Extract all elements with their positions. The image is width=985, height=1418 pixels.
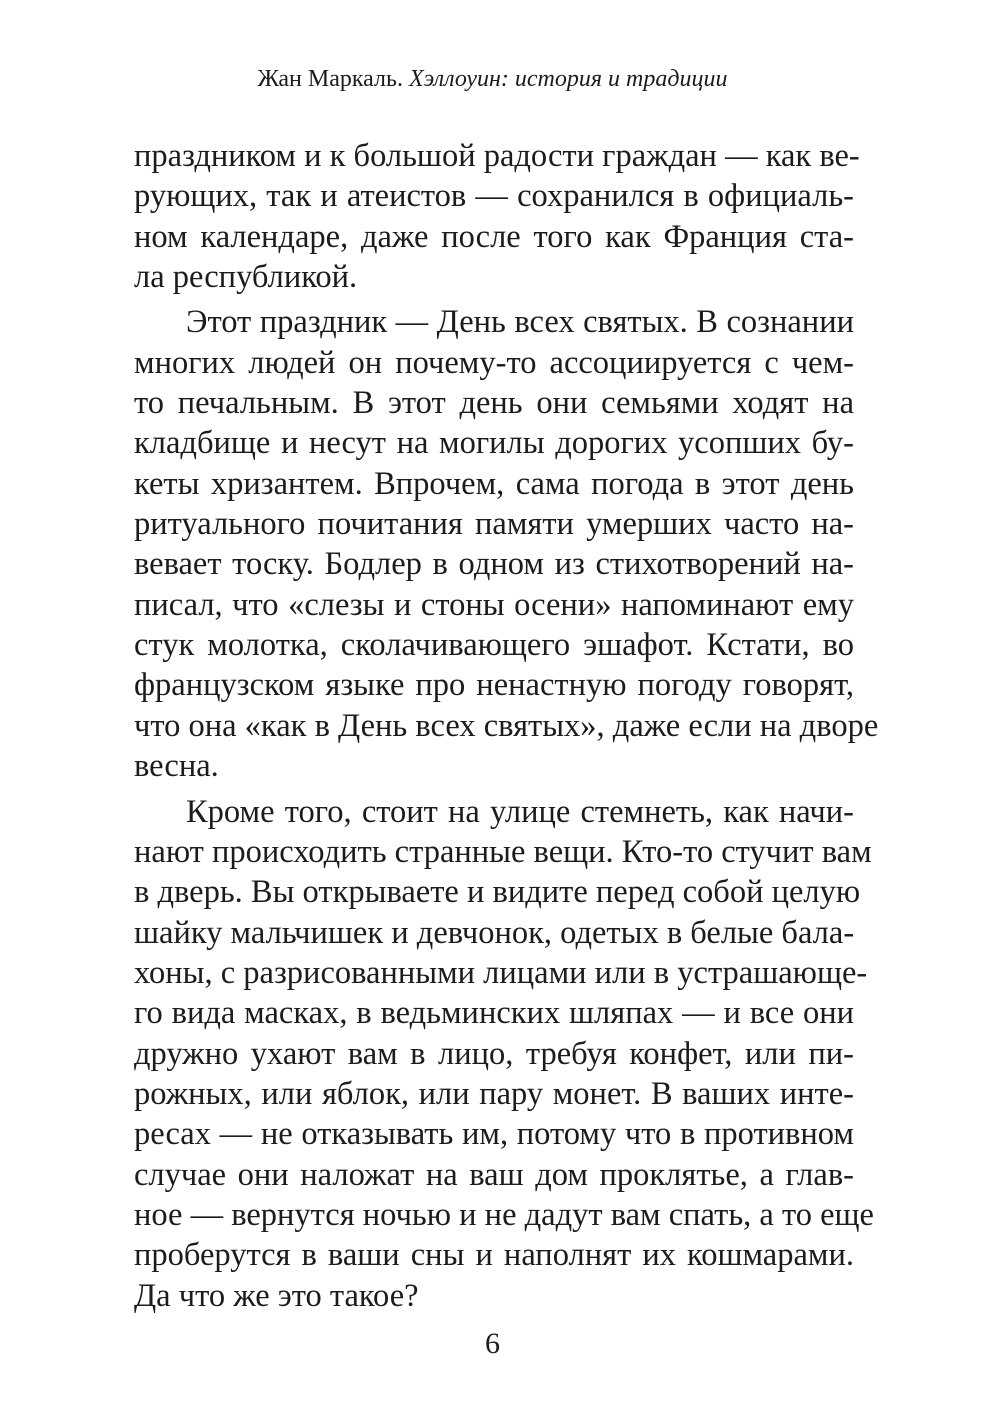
text-line: вевает тоску. Бодлер в одном из стихотворений на- — [134, 546, 854, 583]
running-head-author: Жан Маркаль. — [257, 66, 403, 92]
text-line: то печальным. В этот день они семьями ходят на — [134, 385, 854, 422]
text-line: шайку мальчишек и девчонок, одетых в белые бала- — [134, 914, 855, 951]
text-line: ном календаре, даже после того как Франция ста- — [134, 218, 854, 255]
paragraph-3 — [134, 792, 874, 1316]
text-line: кладбище и несут на могилы дорогих усопших бу- — [134, 425, 854, 462]
text-line: стук молотка, сколачивающего эшафот. Кстати, во — [134, 627, 854, 664]
text-line: рующих, так и атеистов — сохранился в официаль- — [134, 178, 854, 215]
text-line: хоны, с разрисованными лицами или в устрашающе- — [134, 954, 868, 991]
running-head — [0, 63, 985, 95]
text-line: писал, что «слезы и стоны осени» напоминают ему — [134, 586, 854, 623]
paragraph-2 — [134, 302, 879, 786]
text-line: ное — вернутся ночью и не дадут вам спать, а то еще — [134, 1196, 874, 1233]
text-line: весна. — [134, 748, 219, 785]
text-line: ла республикой. — [134, 259, 358, 296]
text-line: дружно ухают вам в лицо, требуя конфет, или пи- — [134, 1035, 854, 1072]
text-line: Этот праздник — День всех святых. В сознании — [186, 304, 854, 341]
text-line: нают происходить странные вещи. Кто-то стучит вам — [134, 833, 872, 870]
text-line: праздником и к большой радости граждан — как ве- — [134, 138, 860, 174]
text-line: Кроме того, стоит на улице стемнеть, как начи- — [186, 793, 854, 830]
text-line: в дверь. Вы открываете и видите перед собой целую — [134, 874, 861, 911]
text-line: рожных, или яблок, или пару монет. В ваших инте- — [134, 1075, 854, 1112]
running-head-title: Хэллоуин: история и традиции — [408, 66, 728, 92]
page-number: 6 — [485, 1327, 500, 1360]
paragraph-1 — [134, 136, 860, 297]
text-line: что она «как в День всех святых», даже если на дворе — [134, 707, 879, 744]
text-line: кеты хризантем. Впрочем, сама погода в этот день — [134, 465, 854, 502]
text-line: го вида масках, в ведьминских шляпах — и все они — [134, 995, 854, 1032]
text-line: случае они наложат на ваш дом проклятье, а глав- — [134, 1156, 854, 1193]
text-line: французском языке про ненастную погоду говорят, — [134, 667, 854, 704]
text-line: проберутся в ваши сны и наполнят их кошмарами. — [134, 1237, 854, 1274]
text-line: ресах — не отказывать им, потому что в противном — [134, 1116, 854, 1153]
body-text — [134, 136, 879, 1316]
text-line: ритуального почитания памяти умерших часто на- — [134, 506, 854, 543]
text-line: Да что же это такое? — [134, 1277, 419, 1314]
text-line: многих людей он почему-то ассоциируется с чем- — [134, 344, 854, 381]
